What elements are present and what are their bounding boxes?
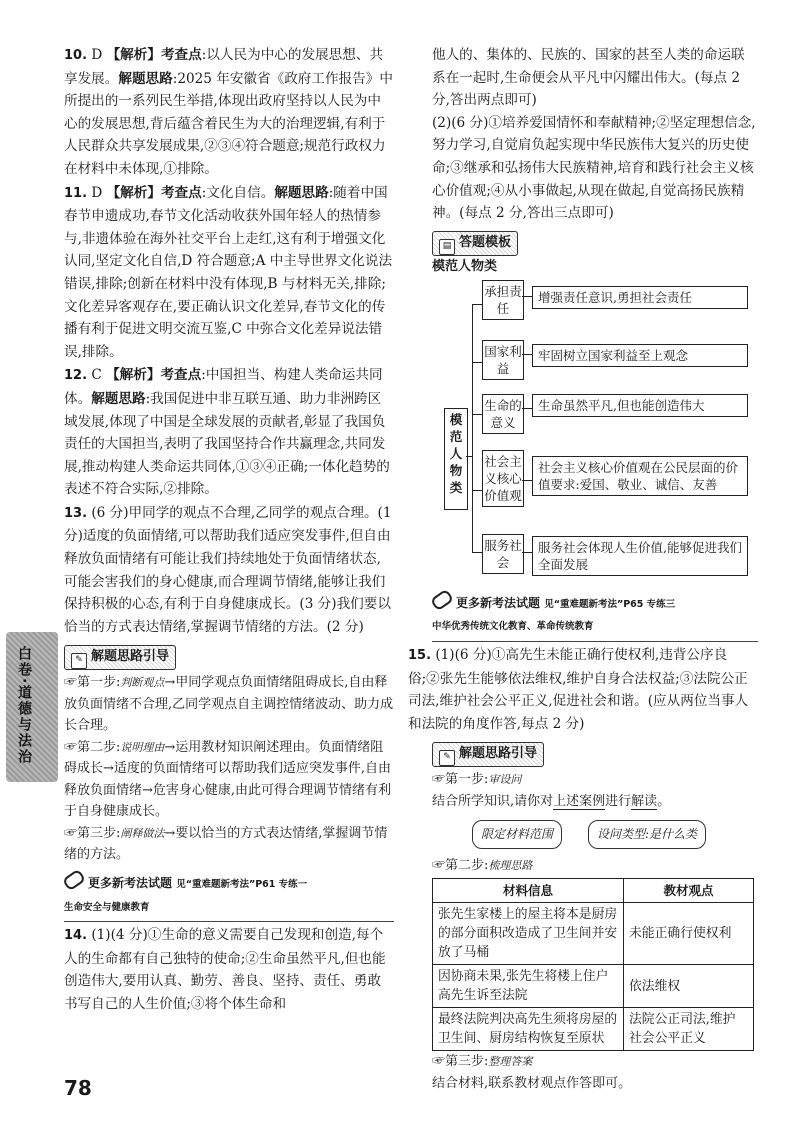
template-diagram <box>432 280 758 586</box>
more-exercises-link[interactable]: 更多新考法试题 见“重难题新考法”P61 专练一 <box>64 872 394 897</box>
answer-text: (1)(4 分)①生命的意义需要自己发现和创造,每个人的生命都有自己独特的使命;②生命虽然平凡,但也能创造伟大,要用认真、勤劳、善良、坚持、责任、勇敢书写自己的人生价值;③将个体生命和 <box>64 927 386 1012</box>
key-point-label: 考查点 <box>160 184 202 201</box>
annotation-bubble: 设问类型:是什么类 <box>588 820 706 849</box>
link-icon <box>430 588 454 611</box>
answer-letter: D <box>91 47 103 63</box>
table-row <box>433 1008 754 1051</box>
column-header: 教材观点 <box>624 879 754 903</box>
annotation-bubble: 限定材料范围 <box>472 820 562 849</box>
solution-text: :2025 年安徽省《政府工作报告》中所提出的一系列民生举措,体现出政府坚持以人民为中心的发展思想,背后蕴含着民生为大的治理逻辑,有利于人民群众共享发展成果,②③④符合题意;规范行政权力在材料中未体现,①排除。 <box>64 70 393 177</box>
guide-title: ✎ 解题思路引导 <box>64 645 176 670</box>
hand-pointer-icon: ☞ <box>64 739 78 755</box>
question-13 <box>64 502 394 639</box>
guide-title: ✎ 解题思路引导 <box>432 742 544 767</box>
template-description: 社会主义核心价值观在公民层面的价值要求:爱国、敬业、诚信、友善 <box>532 456 748 496</box>
table-cell: 未能正确行使权利 <box>624 903 754 965</box>
guide-step-1: ☞第一步:判断观点→甲同学观点负面情绪阻碍成长,自由释放负面情绪不合理,乙同学观点自主调控情绪波动、助力成长合理。 <box>64 675 394 734</box>
table-row <box>433 903 754 965</box>
hand-pointer-icon: ☞ <box>432 1054 446 1070</box>
question-number: 11. <box>64 185 88 201</box>
template-category: 社会主义核心价值观 <box>482 450 524 507</box>
question-number: 12. <box>64 368 88 384</box>
template-description: 增强责任意识,勇担社会责任 <box>532 286 748 309</box>
template-description: 牢固树立国家利益至上观念 <box>532 344 748 367</box>
guide-15 <box>432 736 758 1094</box>
guide-step-2: ☞第二步:梳理思路 <box>432 857 533 873</box>
subject-side-tab: 白卷·道德与法治 <box>6 632 58 782</box>
question-14 <box>64 924 394 1015</box>
table-header-row <box>433 879 754 903</box>
table-cell: 最终法院判决高先生须将房屋的卫生间、厨房结构恢复至原状 <box>433 1008 624 1051</box>
answer-letter: C <box>91 367 102 384</box>
q14-continued: 他人的、集体的、民族的、国家的甚至人类的命运联系在一起时,生命便会从平凡中闪耀出伟大。(每点 2 分,答出两点即可) <box>432 47 745 109</box>
question-15 <box>408 644 758 735</box>
prompt-annotations <box>472 820 758 849</box>
hand-pointer-icon: ☞ <box>432 772 446 788</box>
solution-label: 解题思路 <box>118 70 173 87</box>
table-cell: 法院公正司法,维护社会公平正义 <box>624 1008 754 1051</box>
guide-13 <box>64 639 394 866</box>
template-title: ▤ 答题模板 <box>432 231 518 256</box>
analysis-tag: 【解析】 <box>106 367 161 384</box>
key-point-text: :文化自信。 <box>201 184 275 201</box>
question-number: 10. <box>64 48 88 63</box>
page-number: 78 <box>64 1076 92 1100</box>
solution-label: 解题思路 <box>274 184 329 201</box>
answer-letter: D <box>91 184 103 201</box>
solution-text: :我国促进中非互联互通、助力非洲跨区域发展,体现了中国是全球发展的贡献者,彰显了我国负责任的大国担当,表明了我国坚持合作共赢理念,共同发展,推动构建人类命运共同体,①③④正确;一体化趋势的表述不符合实际,②排除。 <box>64 390 390 498</box>
template-category: 服务社会 <box>482 534 524 574</box>
more-exercises-topic: 中华优秀传统文化教育、革命传统教育 <box>432 616 758 642</box>
template-heading: 模范人物类 <box>432 258 498 274</box>
question-number: 15. <box>408 647 432 663</box>
guide-step-2: ☞第二步:说明理由→运用教材知识阐述理由。负面情绪阻碍成长→适度的负面情绪可以帮助我们适应突发事件,自由释放负面情绪→危害身心健康,由此可得合理调节情绪有利于自身健康成长。 <box>64 739 392 820</box>
more-exercises-link[interactable]: 更多新考法试题 见“重难题新考法”P65 专练三 <box>432 592 758 617</box>
guide-step-3: ☞第三步:阐释做法→要以恰当的方式表达情绪,掌握调节情绪的方法。 <box>64 825 388 863</box>
guide-step-1: ☞第一步:审设问 <box>432 772 522 788</box>
solution-text: :随着中国春节申遗成功,春节文化活动收获外国年轻人的热情参与,非遗体验在海外社交平台上走红,这有利于增强文化认同,坚定文化自信,D 符合题意;A 中主导世界文化说法错误,排除;创新在材料中没有体现,B 与材料无关,排除;文化差异客观存在,要正确认识文化差异,春节文化的传播有利于促进文明交流互鉴,C 中弥合文化差异说法错误,排除。 <box>64 184 393 360</box>
left-column <box>64 44 394 1017</box>
question-10 <box>64 44 394 181</box>
table-cell: 依法维权 <box>624 965 754 1008</box>
key-point-label: 考查点 <box>160 367 202 384</box>
pencil-icon: ✎ <box>439 750 455 766</box>
solution-label: 解题思路 <box>91 390 146 407</box>
hand-pointer-icon: ☞ <box>64 825 78 841</box>
table-row <box>433 965 754 1008</box>
key-point-text: :以人民为中心的发展思想、共享发展。 <box>64 47 384 87</box>
question-prompt: 结合所学知识,请你对上述案例进行解读。 <box>432 793 671 809</box>
key-point-text: :中国担当、构建人类命运共同体。 <box>64 367 383 407</box>
analysis-tag: 【解析】 <box>106 184 161 201</box>
analysis-tag: 【解析】 <box>106 47 161 63</box>
q14-part-2: (2)(6 分)①培养爱国情怀和奉献精神;②坚定理想信念,努力学习,自觉肩负起实现中华民族伟大复兴的历史使命;③继承和弘扬伟大民族精神,培育和践行社会主义核心价值观;④从小事做起,从现在做起,自觉高扬民族精神。(每点 2 分,答出三点即可) <box>432 114 756 222</box>
pencil-icon: ✎ <box>71 653 87 669</box>
hand-pointer-icon: ☞ <box>432 857 446 873</box>
book-icon: ▤ <box>439 239 455 255</box>
table-cell: 张先生家楼上的屋主将本是厨房的部分面积改造成了卫生间并安放了马桶 <box>433 903 624 965</box>
question-12 <box>64 364 394 501</box>
final-answer-note: 结合材料,联系教材观点作答即可。 <box>432 1075 632 1091</box>
more-exercises-topic: 生命安全与健康教育 <box>64 897 394 923</box>
table-cell: 因协商未果,张先生将楼上住户高先生诉至法院 <box>433 965 624 1008</box>
answer-text: (6 分)甲同学的观点不合理,乙同学的观点合理。(1 分)适度的负面情绪,可以帮助我们适应突发事件,但自由释放负面情绪有可能让我们持续地处于负面情绪状态,可能会害我们的身心健康,而合理调节情绪,能够让我们保持积极的心态,有利于自身健康成长。(3 分)我们要以恰当的方式表达情绪,掌握调节情绪的方法。(2 分) <box>64 504 392 635</box>
answer-text: (1)(6 分)①高先生未能正确行使权利,违背公序良俗;②张先生能够依法维权,维护自身合法权益;③法院公正司法,维护社会公平正义,促进社会和谐。(应从两位当事人和法院的角度作答,每点 2 分) <box>408 646 749 732</box>
template-category: 国家利益 <box>482 340 524 380</box>
key-point-label: 考查点 <box>160 47 202 63</box>
template-description: 服务社会体现人生价值,能够促进我们全面发展 <box>532 536 748 576</box>
template-category: 生命的意义 <box>482 394 524 434</box>
hand-pointer-icon: ☞ <box>64 675 78 691</box>
question-number: 14. <box>64 928 88 944</box>
link-icon <box>62 868 86 891</box>
template-category: 承担责任 <box>482 280 524 320</box>
material-table <box>432 878 754 1051</box>
guide-step-3: ☞第三步:整理答案 <box>432 1054 533 1070</box>
template-connector <box>472 304 473 552</box>
question-number: 13. <box>64 505 88 521</box>
column-header: 材料信息 <box>433 879 624 903</box>
template-root: 模范人物类 <box>444 408 468 510</box>
template-description: 生命虽然平凡,但也能创造伟大 <box>532 394 748 417</box>
right-column <box>408 44 758 1094</box>
question-11 <box>64 182 394 364</box>
